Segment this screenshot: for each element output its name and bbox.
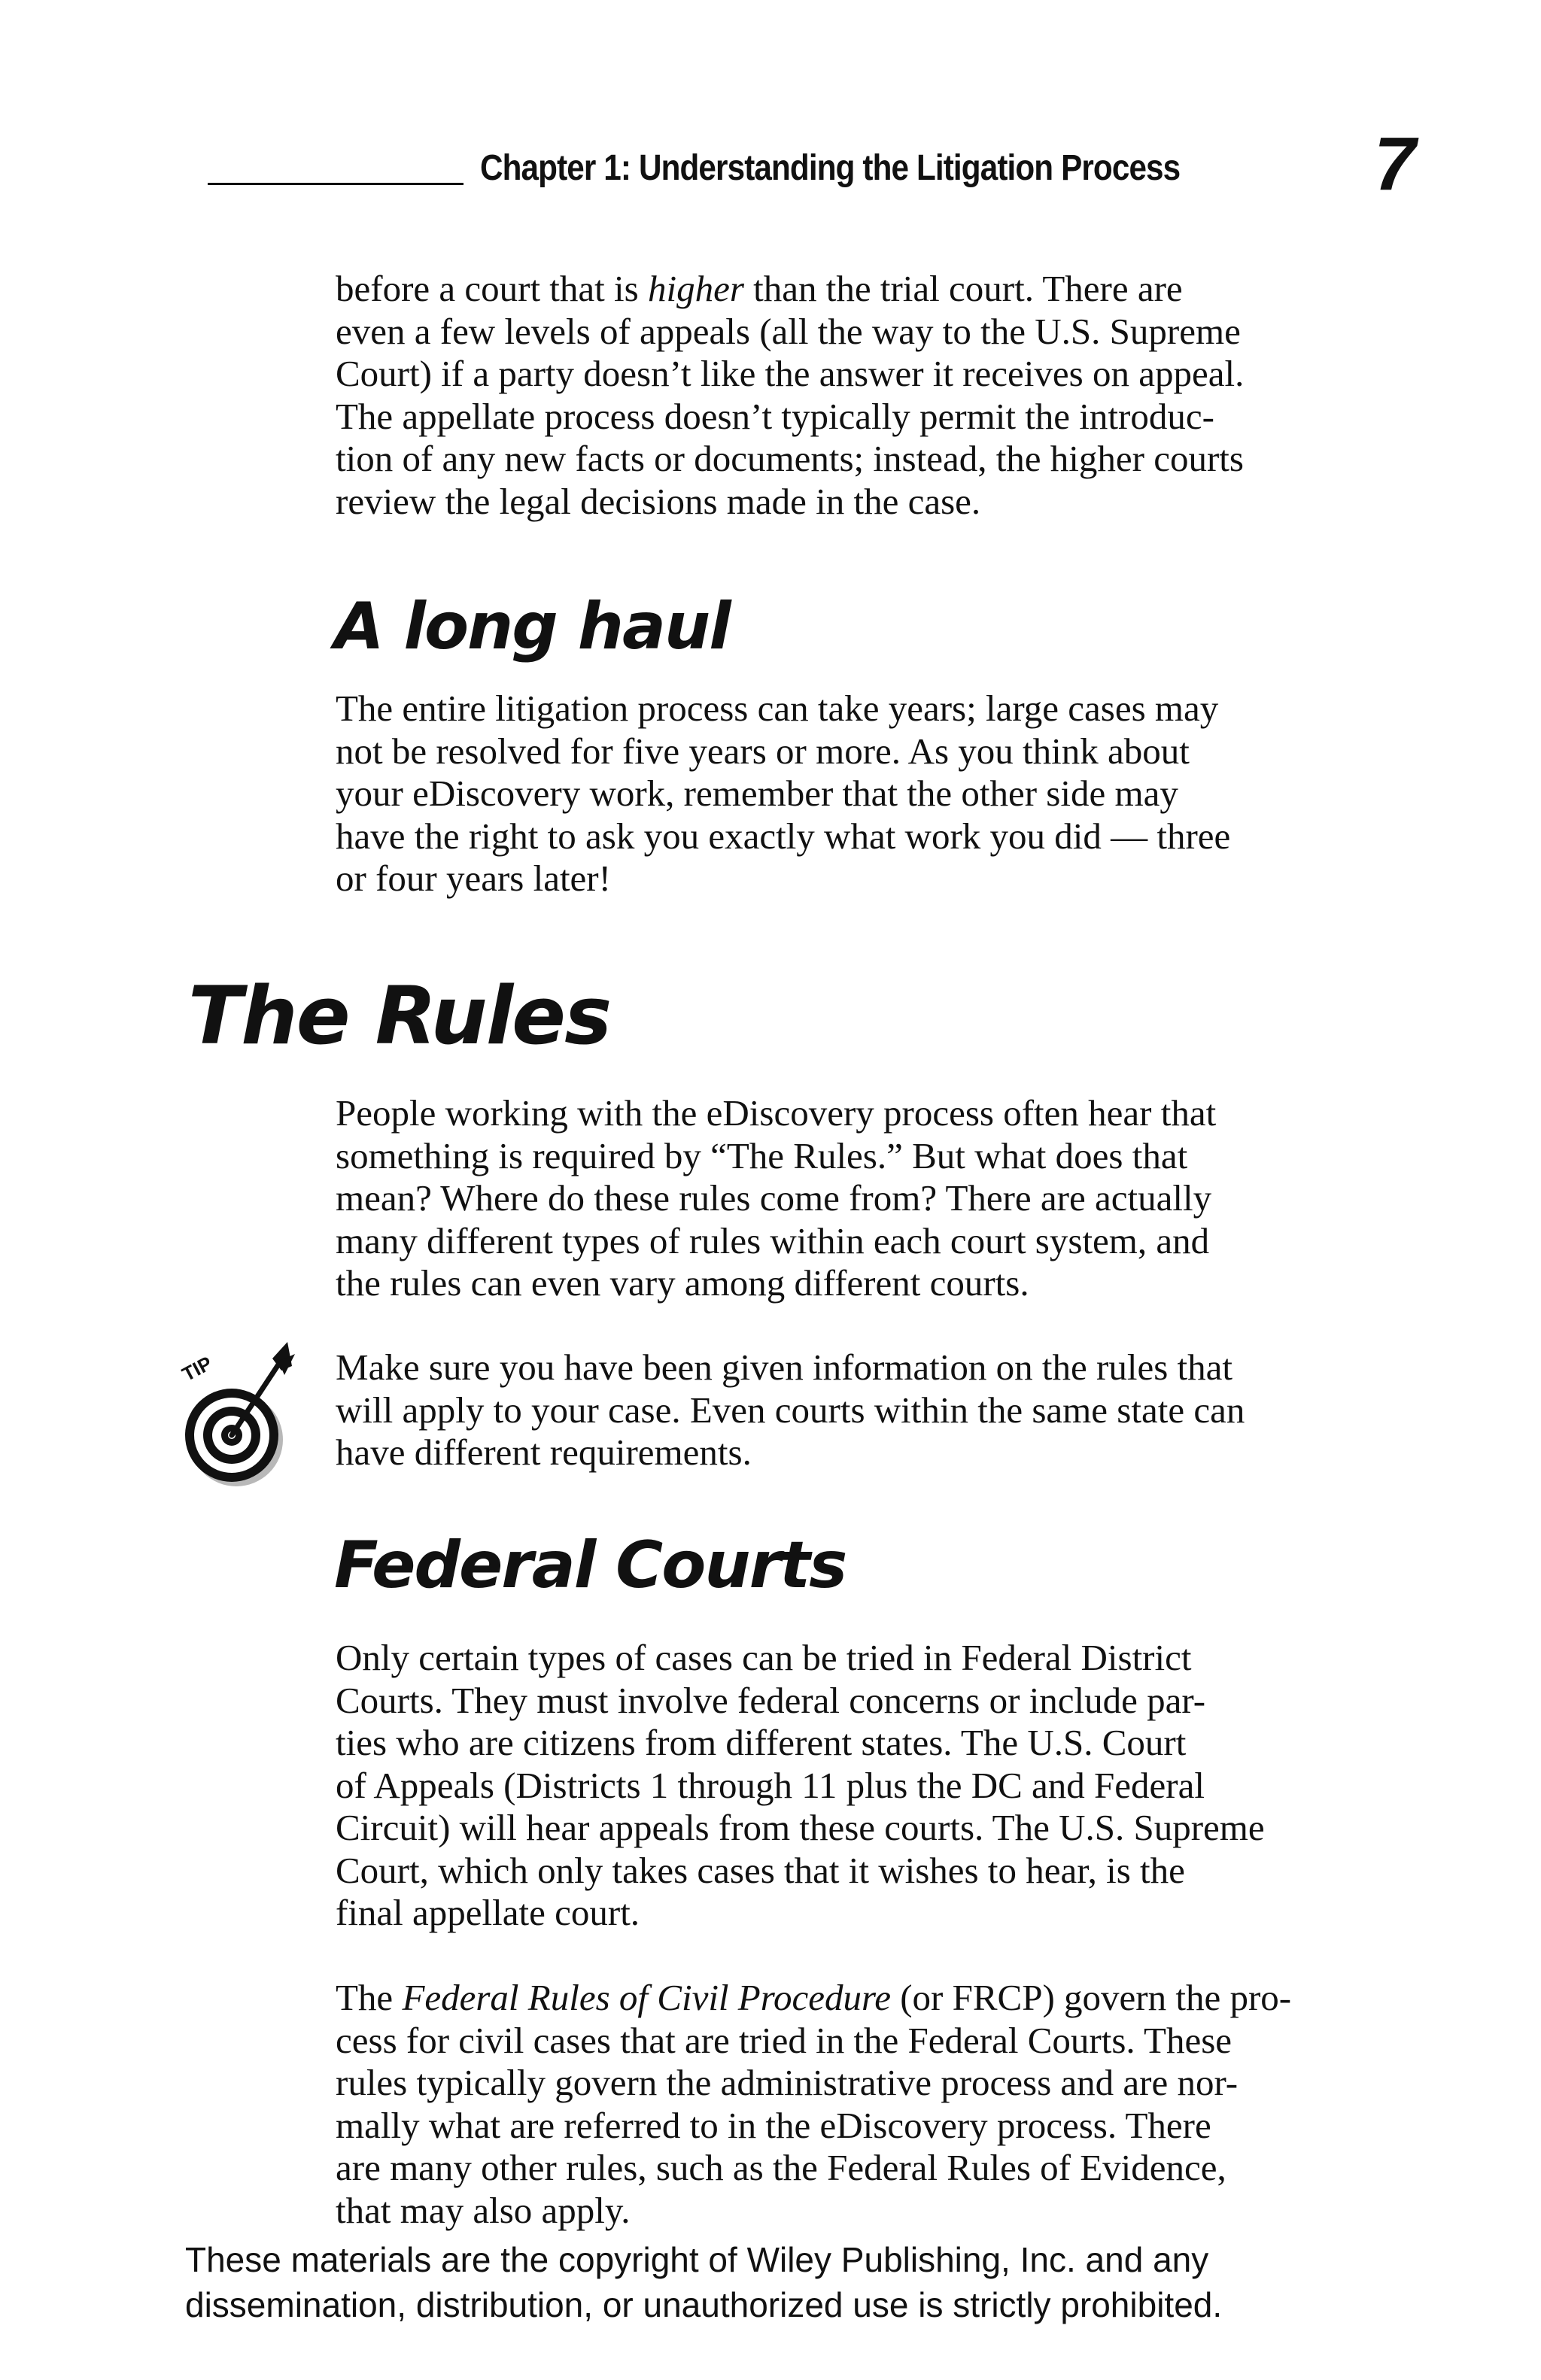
text-line: not be resolved for five years or more. As you think about [336, 730, 1190, 772]
text-line: of Appeals (Districts 1 through 11 plus the DC and Federal [336, 1764, 1205, 1806]
section-heading-federal-courts: Federal Courts [334, 1528, 846, 1603]
text-line: something is required by “The Rules.” But what does that [336, 1134, 1188, 1176]
tip-label: TIP [178, 1351, 216, 1386]
section-heading-long-haul: A long haul [334, 589, 730, 664]
copyright-notice [185, 2237, 1222, 2327]
header-rule [208, 183, 464, 185]
text-line: The entire litigation process can take years; large cases may [336, 688, 1219, 729]
text-line: The Federal Rules of Civil Procedure (or FRCP) govern the pro- [336, 1977, 1292, 2018]
text-line: review the legal decisions made in the case. [336, 480, 981, 522]
footer-line: dissemination, distribution, or unauthorized use is strictly prohibited. [185, 2285, 1223, 2324]
text-line: Make sure you have been given information on the rules that [336, 1346, 1232, 1388]
text-line: even a few levels of appeals (all the way to the U.S. Supreme [336, 310, 1241, 352]
text-line: rules typically govern the administrative process and are nor- [336, 2062, 1239, 2103]
footer-line: These materials are the copyright of Wiley Publishing, Inc. and any [185, 2240, 1209, 2279]
text-line: will apply to your case. Even courts within the same state can [336, 1389, 1245, 1431]
intro-paragraph [336, 268, 1404, 523]
tip-target-icon [167, 1336, 296, 1494]
text-line: Court) if a party doesn’t like the answer it receives on appeal. [336, 353, 1245, 394]
federal-paragraph-1 [336, 1637, 1404, 1935]
emphasis: higher [647, 268, 744, 309]
text-line: The appellate process doesn’t typically permit the introduc- [336, 395, 1214, 437]
text-line: People working with the eDiscovery process often hear that [336, 1092, 1217, 1134]
tip-paragraph [336, 1346, 1404, 1474]
text-line: before a court that is higher than the trial court. There are [336, 268, 1183, 309]
emphasis: Federal Rules of Civil Procedure [402, 1977, 891, 2018]
text-line: Circuit) will hear appeals from these courts. The U.S. Supreme [336, 1807, 1265, 1848]
chapter-title: Chapter 1: Understanding the Litigation Process [480, 148, 1181, 188]
text-line: that may also apply. [336, 2189, 631, 2231]
text-line: Court, which only takes cases that it wishes to hear, is the [336, 1849, 1185, 1891]
text-line: your eDiscovery work, remember that the other side may [336, 773, 1178, 814]
text-line: the rules can even vary among different courts. [336, 1262, 1029, 1304]
rules-paragraph [336, 1092, 1404, 1305]
text-line: Courts. They must involve federal concerns or include par- [336, 1679, 1206, 1721]
federal-paragraph-2 [336, 1977, 1404, 2232]
section-heading-the-rules: The Rules [188, 970, 611, 1062]
text-line: final appellate court. [336, 1892, 640, 1933]
text-line: mean? Where do these rules come from? There are actually [336, 1177, 1212, 1219]
text-line: are many other rules, such as the Federal Rules of Evidence, [336, 2147, 1226, 2188]
long-haul-paragraph [336, 688, 1404, 900]
text-line: have different requirements. [336, 1431, 752, 1473]
text-line: many different types of rules within each court system, and [336, 1219, 1210, 1261]
page-number: 7 [1374, 122, 1416, 206]
text-line: ties who are citizens from different states. The U.S. Court [336, 1722, 1187, 1763]
text-line: Only certain types of cases can be tried in Federal District [336, 1637, 1192, 1678]
text-line: mally what are referred to in the eDiscovery process. There [336, 2104, 1211, 2146]
text-line: or four years later! [336, 858, 611, 899]
text-line: cess for civil cases that are tried in the Federal Courts. These [336, 2019, 1232, 2061]
text-line: have the right to ask you exactly what work you did — three [336, 815, 1231, 857]
text-line: tion of any new facts or documents; instead, the higher courts [336, 438, 1244, 479]
